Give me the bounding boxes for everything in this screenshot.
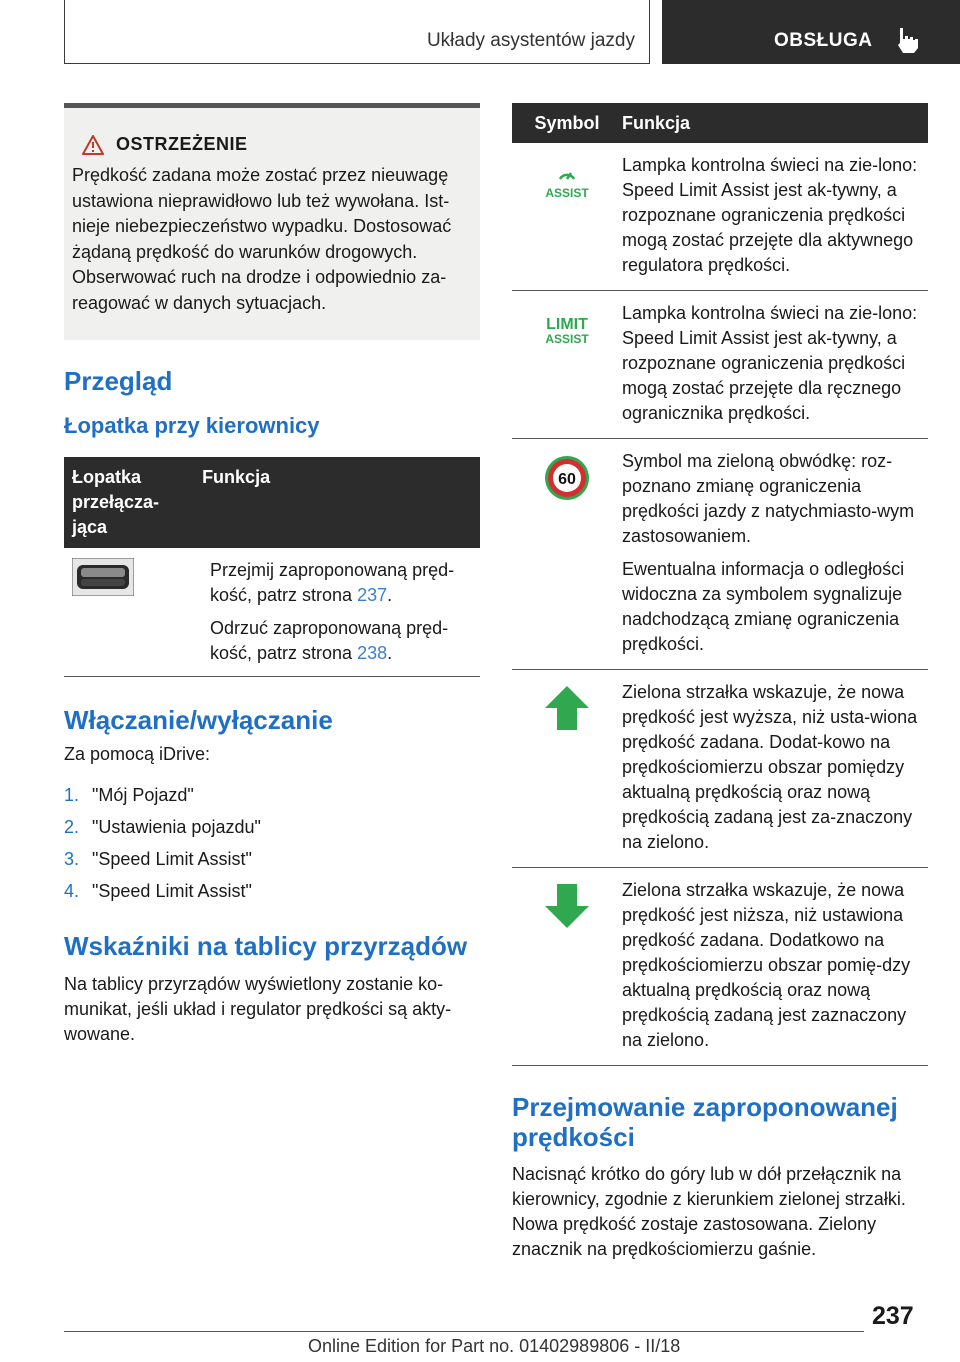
- accept-heading: Przejmowanie zaproponowanej prędkości: [512, 1092, 898, 1152]
- list-item: 2. "Ustawienia pojazdu": [64, 817, 261, 837]
- svg-text:ASSIST: ASSIST: [545, 332, 589, 346]
- onoff-heading: Włączanie/wyłączanie: [64, 705, 333, 735]
- list-item: 3. "Speed Limit Assist": [64, 849, 252, 869]
- left-column: [64, 103, 480, 1047]
- symbol-cell: [512, 680, 622, 855]
- symbol-table-header: [512, 103, 928, 143]
- function-cell: Lampka kontrolna świeci na zie-lono: Speed Limit Assist jest ak-tywny, a rozpoznane ograniczenia prędkości mogą zostać przejęte dla ręcznego ogranicznika prędkości.: [622, 303, 918, 423]
- header-section-box: [662, 0, 960, 64]
- footer-divider: [64, 1331, 864, 1332]
- chapter-title: Układy asystentów jazdy: [426, 30, 635, 51]
- paddle-table: [64, 457, 480, 677]
- symbol-cell: [512, 878, 622, 1053]
- svg-text:ASSIST: ASSIST: [545, 186, 589, 200]
- overview-heading: Przegląd: [64, 366, 173, 396]
- warning-triangle-icon: [82, 135, 104, 155]
- function-cell: Zielona strzałka wskazuje, że nowa prędkość jest niższa, niż ustawiona prędkość zadana. Dodatkowo na prędkościomierzu obszar pomię-dzy aktualną prędkością oraz nową prędkością zadaną jest zaznaczony na zielono.: [622, 880, 911, 1050]
- svg-text:60: 60: [558, 471, 576, 488]
- accept-speed-text: Przejmij zaproponowaną pręd-kość, patrz strona 237.: [210, 560, 455, 605]
- green-arrow-down-icon: [543, 882, 591, 930]
- list-item: 1. "Mój Pojazd": [64, 785, 194, 805]
- table-row: [512, 291, 928, 439]
- green-arrow-up-icon: [543, 684, 591, 732]
- svg-text:LIMIT: LIMIT: [546, 316, 588, 333]
- section-title: OBSŁUGA: [774, 30, 873, 51]
- onoff-intro: Za pomocą iDrive:: [64, 744, 211, 764]
- page-link-238[interactable]: 238: [357, 643, 388, 663]
- page-number: 237: [872, 1302, 914, 1330]
- onoff-steps: [64, 779, 480, 907]
- page-link-237[interactable]: 237: [357, 585, 388, 605]
- symbol-cell: [512, 301, 622, 426]
- steering-paddle-icon: [72, 558, 134, 596]
- limit-assist-icon: [542, 313, 592, 347]
- table-row: [512, 439, 928, 670]
- warning-box: [64, 103, 480, 340]
- paddle-col-header: Łopatka przełącza-jąca: [72, 467, 160, 537]
- warning-header: [72, 134, 472, 155]
- paddle-table-header: [64, 457, 480, 548]
- indicators-heading: Wskaźniki na tablicy przyrządów: [64, 931, 468, 961]
- warning-text: Prędkość zadana może zostać przez nieuwagę ustawiona nieprawidłowo lub też wywołana. Ist-nieje niebezpieczeństwo wypadku. Dostosować żądaną prędkość do warunków drogowych. Obserwować ruch na drodze i odpowiednio za-reagować w danych sytuacjach.: [72, 165, 452, 313]
- table-row: [512, 868, 928, 1066]
- footer-edition: Online Edition for Part no. 01402989806 - II/18: [308, 1336, 681, 1356]
- list-item: 4. "Speed Limit Assist": [64, 881, 252, 901]
- speed-limit-sign-icon: [542, 453, 592, 503]
- function-col-header: Funkcja: [622, 112, 691, 133]
- paddle-cell: [64, 558, 210, 666]
- warning-title: OSTRZEŻENIE: [116, 134, 248, 154]
- symbol-cell: [512, 449, 622, 657]
- paddle-function-cell: [210, 558, 480, 666]
- right-column: [512, 103, 928, 1262]
- accept-text: Nacisnąć krótko do góry lub w dół przełącznik na kierownicy, zgodnie z kierunkiem zielonej strzałki. Nowa prędkość zostaje zastosowana. Zielony znacznik na prędkościomierzu gaśnie.: [512, 1164, 906, 1259]
- function-cell: Zielona strzałka wskazuje, że nowa prędkość jest wyższa, niż usta-wiona prędkość zadana. Dodat-kowo na prędkościomierzu obszar pomiędzy aktualną prędkością oraz nową prędkością zadaną jest za-znaczony na zielono.: [622, 682, 918, 852]
- paddle-table-row: [64, 548, 480, 677]
- reject-speed-text: Odrzuć zaproponowaną pręd-kość, patrz strona 238.: [210, 618, 449, 663]
- table-row: [512, 670, 928, 868]
- function-cell: Lampka kontrolna świeci na zie-lono: Speed Limit Assist jest ak-tywny, a rozpoznane ograniczenia prędkości mogą zostać przejęte dla aktywnego regulatora prędkości.: [622, 155, 918, 275]
- header-chapter-box: [64, 0, 650, 64]
- table-row: [512, 143, 928, 291]
- pointing-hand-icon: [894, 26, 922, 54]
- function-cell: Symbol ma zieloną obwódkę: roz-poznano zmianę ograniczenia prędkości jazdy z natychmiasto-wym zastosowaniem. Ewentualna informacja o odległości widoczna za symbolem sygnalizuje nadchodzącą zmianę ograniczenia prędkości.: [622, 451, 915, 654]
- symbol-col-header: Symbol: [534, 112, 600, 133]
- indicators-text: Na tablicy przyrządów wyświetlony zostanie ko-munikat, jeśli układ i regulator prędkości są akty-wowane.: [64, 974, 452, 1044]
- paddle-subheading: Łopatka przy kierownicy: [64, 413, 320, 438]
- function-col-header: Funkcja: [202, 467, 271, 487]
- symbol-cell: [512, 153, 622, 278]
- assist-speedometer-icon: [542, 165, 592, 201]
